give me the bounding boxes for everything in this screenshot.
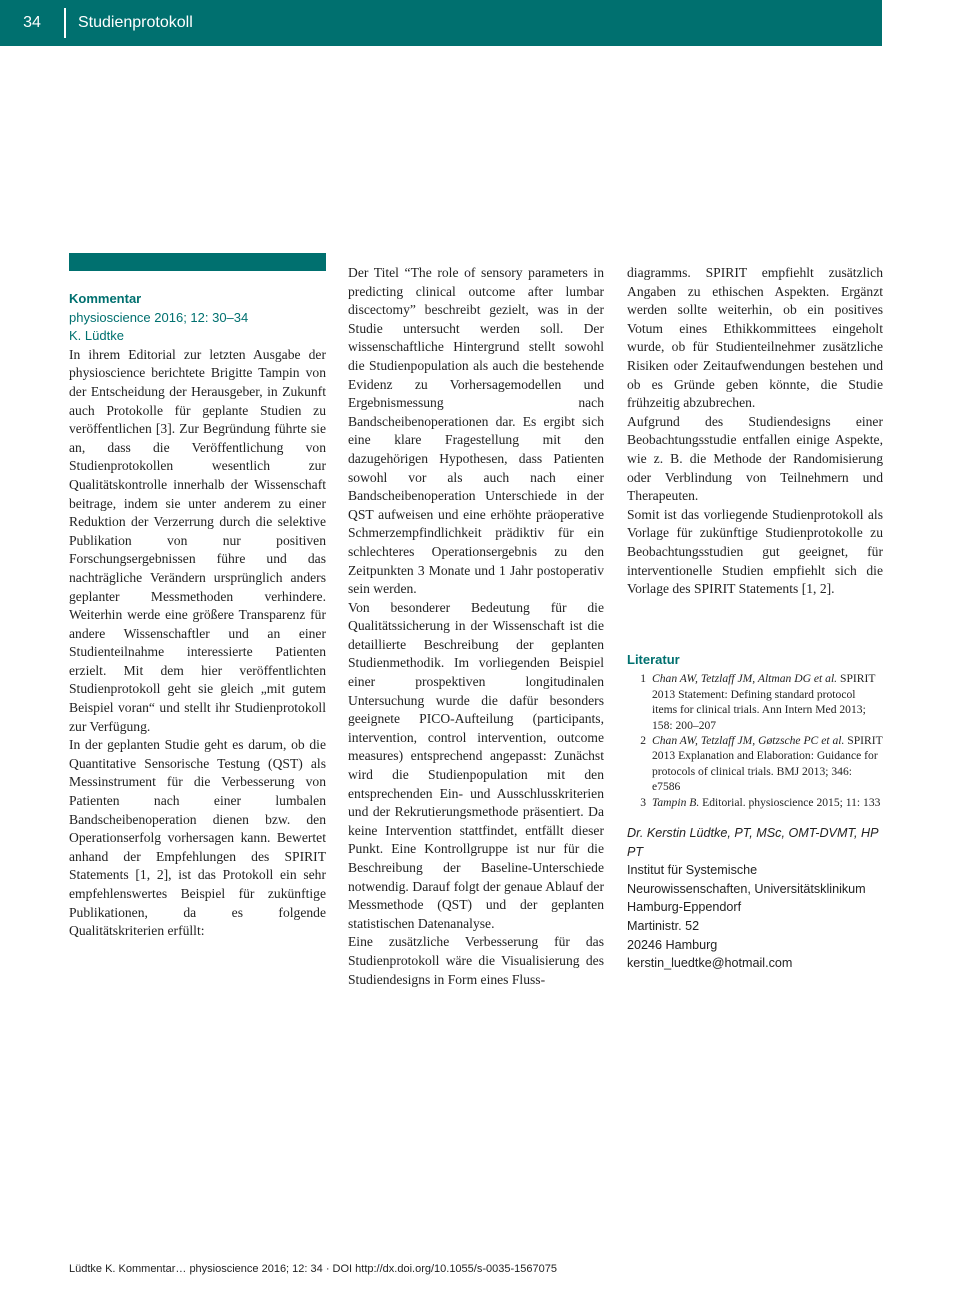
header-divider <box>64 8 66 38</box>
running-title: Studienprotokoll <box>78 14 193 31</box>
reference-list <box>627 671 883 810</box>
reference-number: 3 <box>640 795 646 809</box>
contact-block <box>627 824 883 973</box>
reference-item <box>627 671 883 733</box>
column-1 <box>69 290 326 941</box>
section-label: Kommentar <box>69 291 142 306</box>
reference-authors: Chan AW, Tetzlaff JM, Altman DG et al. <box>652 672 838 686</box>
page-number: 34 <box>23 14 41 31</box>
reference-authors: Chan AW, Tetzlaff JM, Gøtzsche PC et al. <box>652 733 845 747</box>
column-2 <box>348 264 604 989</box>
source-citation: physioscience 2016; 12: 30–34 <box>69 309 249 325</box>
paragraph: In ihrem Editorial zur letzten Ausgabe der physioscience berichtete Brigitte Tampin von der Entscheidung der Herausgeber, in Zukunft auch Protokolle für geplante Studien zu veröffentlichen [3]. Zur Begründung führte sie an, dass die Veröffentlichung von Studienprotokollen wesentlich zur Qualitätskontrolle innerhalb der Wissenschaft beitrage, indem sie unter anderem zu einer Reduktion der Verzerrung durch die selektive Publikation von nur positiven Forschungsergebnissen führe und das nachträgliche Verändern ursprünglich anders geplanter Messmethoden verhindere. Weiterhin werde eine größere Transparenz für andere Wissenschaftler und an einer Studienteilnahme interessierte Patienten erzielt. Mit dem hier veröffentlichten Studienprotokoll geht sie gleich „mit gutem Beispiel voran“ und stellt ihr Studienprotokoll zur Verfügung. <box>69 346 326 734</box>
paragraph: Aufgrund des Studiendesigns einer Beobachtungsstudie entfallen einige Aspekte, wie z. B. die Methode der Randomisierung oder Verblindung von Teilnehmern und Therapeuten. <box>627 413 883 504</box>
reference-authors: Tampin B. <box>652 795 700 809</box>
reference-item <box>627 733 883 795</box>
section-bar <box>69 253 326 271</box>
contact-name: Dr. Kerstin Lüdtke, PT, MSc, OMT-DVMT, HP PT <box>627 825 879 859</box>
paragraph: diagramms. SPIRIT empfiehlt zusätzlich Angaben zu ethischen Aspekten. Ergänzt werden sollte weiterhin, ob ein positives Votum eines Ethikkommittees eingeholt wurde, ob für Studienteilnehmer zusätzliche Risiken oder Zeitaufwendungen bestehen und ob es Gründe geben könnte, die Studie frühzeitig abzubrechen. <box>627 265 883 411</box>
page-footer: Lüdtke K. Kommentar… physioscience 2016; 12: 34 · DOI http://dx.doi.org/10.1055/s-0035-1567075 <box>69 1263 557 1275</box>
paragraph: Von besonderer Bedeutung für die Qualitätssicherung in der Wissenschaft ist die detaillierte Beschreibung der geplanten Studienmethodik. Im vorliegenden Beispiel einer prospektiven longitudinalen Untersuchung wurde die dafür besonders geeignete PICO-Aufteilung (participants, intervention, control intervention, outcome measures) entsprechend angepasst: Zunächst wird die Studienpopulation mit den entsprechenden Ein- und Ausschlusskriterien und der Rekrutierungsmethode präsentiert. Da keine Intervention stattfindet, entfällt dieser Punkt. Eine Kontrollgruppe ist nur für die Beschreibung der Baseline-Unterschiede notwendig. Darauf folgt der genaue Ablauf der Messmethode (QST) und der geplanten statistischen Datenanalyse. <box>348 599 604 931</box>
reference-text: Editorial. physioscience 2015; 11: 133 <box>699 795 881 809</box>
literatur-heading: Literatur <box>627 651 680 667</box>
paragraph: Somit ist das vorliegende Studienprotokoll als Vorlage für zukünftige Studienprotokolle zu Beobachtungsstudien gut geeignet, für interventionelle Studien empfiehlt sich die Vorlage des SPIRIT Statements [1, 2]. <box>627 506 883 597</box>
paragraph: Eine zusätzliche Verbesserung für das Studienprotokoll wäre die Visualisierung des Studiendesigns in Form eines Fluss- <box>348 934 604 987</box>
contact-street: Martinistr. 52 <box>627 918 700 933</box>
contact-email[interactable]: kerstin_luedtke@hotmail.com <box>627 956 793 971</box>
reference-number: 1 <box>640 672 646 686</box>
paragraph: Der Titel “The role of sensory parameters in predicting clinical outcome after lumbar discectomy” beschreibt gezielt, was in der Studie untersucht werden soll. Der wissenschaftliche Hintergrund stellt sowohl die Studienpopulation als auch die bestehende Evidenz zu Vorhersagemodellen und Ergebnismessung nach Bandscheibenoperationen dar. Es ergibt sich eine klare Fragestellung mit den dazugehörigen Hypothesen, dass Patienten sowohl vor als auch nach einer Bandscheibenoperation Unterschiede in der QST aufweisen und eine erhöhte präoperative Schmerzempfindlichkeit prädiktiv für ein schlechteres Operationsergebnis zu den Zeitpunkten 3 Monate und 1 Jahr postoperativ sein werden. <box>348 265 604 597</box>
reference-text: SPIRIT 2013 Statement: Defining standard protocol items for clinical trials. Ann Intern Med 2013; 158: 200–207 <box>652 672 876 732</box>
column-3 <box>627 264 883 973</box>
reference-number: 2 <box>640 733 646 747</box>
contact-institute: Institut für Systemische Neurowissenschaften, Universitätsklinikum Hamburg-Eppendorf <box>627 863 866 915</box>
author-short: K. Lüdtke <box>69 328 124 344</box>
paragraph: In der geplanten Studie geht es darum, ob die Quantitative Sensorische Testung (QST) als Messinstrument für die Verbesserung von Patienten nach einer lumbalen Bandscheibenoperation dienen bzw. den Operationserfolg vorhersagen kann. Bewertet anhand der Empfehlungen des SPIRIT Statements [1, 2], ist das Protokoll ein sehr empfehlenswertes Beispiel für zukünftige Publikationen, da es folgende Qualitätskriterien erfüllt: <box>69 737 326 939</box>
contact-city: 20246 Hamburg <box>627 937 718 952</box>
reference-item <box>627 795 883 810</box>
reference-text: SPIRIT 2013 Explanation and Elaboration: Guidance for protocols of clinical trials. BMJ 2013; 346: e7586 <box>652 733 883 794</box>
